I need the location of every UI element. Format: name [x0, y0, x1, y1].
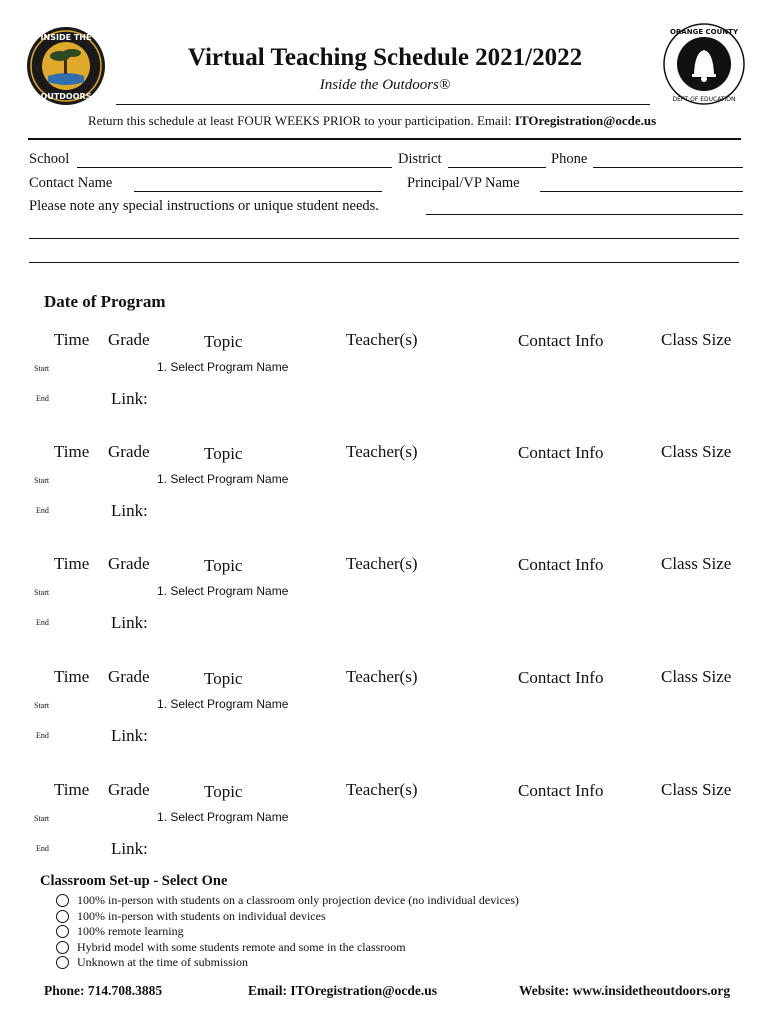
contact-info-column-header: Contact Info: [518, 443, 604, 462]
setup-option[interactable]: [56, 955, 248, 970]
classroom-setup-heading: Classroom Set-up - Select One: [40, 873, 228, 889]
radio-button[interactable]: [56, 956, 69, 969]
start-time-label[interactable]: Start: [34, 814, 50, 823]
special-notes-line-2[interactable]: [29, 238, 739, 239]
time-column-header: Time: [54, 780, 90, 799]
class-size-column-header: Class Size: [661, 554, 732, 573]
footer-phone: Phone: 714.708.3885: [44, 983, 163, 998]
topic-column-header: Topic: [204, 332, 243, 351]
contact-name-label: Contact Name: [29, 175, 113, 191]
title-divider: [116, 104, 650, 105]
svg-text:DEPT OF EDUCATION: DEPT OF EDUCATION: [672, 96, 736, 103]
setup-option[interactable]: [56, 940, 406, 955]
principal-name-label: Principal/VP Name: [407, 175, 520, 191]
svg-text:ORANGE COUNTY: ORANGE COUNTY: [669, 28, 739, 36]
return-instructions: [88, 113, 656, 129]
topic-column-header: Topic: [204, 669, 243, 688]
program-name-select[interactable]: 1. Select Program Name: [157, 810, 289, 824]
start-time-label[interactable]: Start: [34, 476, 50, 485]
special-notes-line-3[interactable]: [29, 262, 739, 263]
time-column-header: Time: [54, 442, 90, 461]
link-label: Link:: [111, 501, 148, 520]
class-size-column-header: Class Size: [661, 330, 732, 349]
district-field[interactable]: [448, 167, 546, 168]
class-size-column-header: Class Size: [661, 780, 732, 799]
time-column-header: Time: [54, 667, 90, 686]
special-notes-label: Please note any special instructions or unique student needs.: [29, 198, 379, 214]
program-name-select[interactable]: 1. Select Program Name: [157, 472, 289, 486]
phone-label: Phone: [551, 151, 588, 167]
svg-text:OUTDOORS: OUTDOORS: [40, 92, 92, 101]
radio-button[interactable]: [56, 910, 69, 923]
radio-button[interactable]: [56, 941, 69, 954]
end-time-label[interactable]: End: [36, 618, 49, 627]
date-of-program-heading: Date of Program: [44, 292, 166, 311]
topic-column-header: Topic: [204, 782, 243, 801]
program-name-select[interactable]: 1. Select Program Name: [157, 360, 289, 374]
grade-column-header: Grade: [108, 667, 150, 686]
time-column-header: Time: [54, 554, 90, 573]
footer-email[interactable]: Email: ITOregistration@ocde.us: [248, 983, 438, 998]
radio-button[interactable]: [56, 894, 69, 907]
contact-name-field[interactable]: [134, 191, 382, 192]
teachers-column-header: Teacher(s): [346, 330, 418, 349]
return-note: Return this schedule at least FOUR WEEKS PRIOR to your participation. Email:: [88, 113, 515, 128]
contact-info-column-header: Contact Info: [518, 781, 604, 800]
link-label: Link:: [111, 389, 148, 408]
grade-column-header: Grade: [108, 554, 150, 573]
footer-website[interactable]: Website: www.insidetheoutdoors.org: [519, 983, 731, 998]
grade-column-header: Grade: [108, 442, 150, 461]
start-time-label[interactable]: Start: [34, 701, 50, 710]
page-subtitle: Inside the Outdoors®: [319, 77, 451, 93]
setup-option[interactable]: [56, 909, 326, 924]
school-label: School: [29, 151, 70, 167]
end-time-label[interactable]: End: [36, 506, 49, 515]
end-time-label[interactable]: End: [36, 394, 49, 403]
link-label: Link:: [111, 726, 148, 745]
setup-option-label: 100% in-person with students on a classroom only projection device (no individual devices): [77, 893, 519, 907]
grade-column-header: Grade: [108, 780, 150, 799]
program-name-select[interactable]: 1. Select Program Name: [157, 697, 289, 711]
page-title: Virtual Teaching Schedule 2021/2022: [187, 44, 583, 71]
teachers-column-header: Teacher(s): [346, 442, 418, 461]
principal-name-field[interactable]: [540, 191, 743, 192]
school-field[interactable]: [77, 167, 392, 168]
district-label: District: [398, 151, 442, 167]
radio-button[interactable]: [56, 925, 69, 938]
phone-field[interactable]: [593, 167, 743, 168]
grade-column-header: Grade: [108, 330, 150, 349]
end-time-label[interactable]: End: [36, 731, 49, 740]
setup-option-label: Hybrid model with some students remote and some in the classroom: [77, 939, 406, 954]
start-time-label[interactable]: Start: [34, 364, 50, 373]
time-column-header: Time: [54, 330, 90, 349]
teachers-column-header: Teacher(s): [346, 554, 418, 573]
svg-text:INSIDE THE: INSIDE THE: [40, 33, 92, 42]
end-time-label[interactable]: End: [36, 844, 49, 853]
teachers-column-header: Teacher(s): [346, 667, 418, 686]
link-label: Link:: [111, 613, 148, 632]
teachers-column-header: Teacher(s): [346, 780, 418, 799]
start-time-label[interactable]: Start: [34, 588, 50, 597]
setup-option-label: 100% remote learning: [77, 924, 184, 939]
special-notes-field[interactable]: [426, 214, 743, 215]
link-label: Link:: [111, 839, 148, 858]
contact-info-column-header: Contact Info: [518, 555, 604, 574]
contact-info-column-header: Contact Info: [518, 668, 604, 687]
contact-info-column-header: Contact Info: [518, 331, 604, 350]
setup-option[interactable]: [56, 924, 184, 939]
return-email[interactable]: ITOregistration@ocde.us: [514, 113, 657, 128]
program-name-select[interactable]: 1. Select Program Name: [157, 584, 289, 598]
class-size-column-header: Class Size: [661, 442, 732, 461]
setup-option-label: Unknown at the time of submission: [77, 955, 248, 970]
topic-column-header: Topic: [204, 556, 243, 575]
topic-column-header: Topic: [204, 444, 243, 463]
class-size-column-header: Class Size: [661, 667, 732, 686]
setup-option[interactable]: [56, 893, 519, 908]
header-divider: [28, 138, 741, 140]
setup-option-label: 100% in-person with students on individual devices: [77, 908, 326, 923]
